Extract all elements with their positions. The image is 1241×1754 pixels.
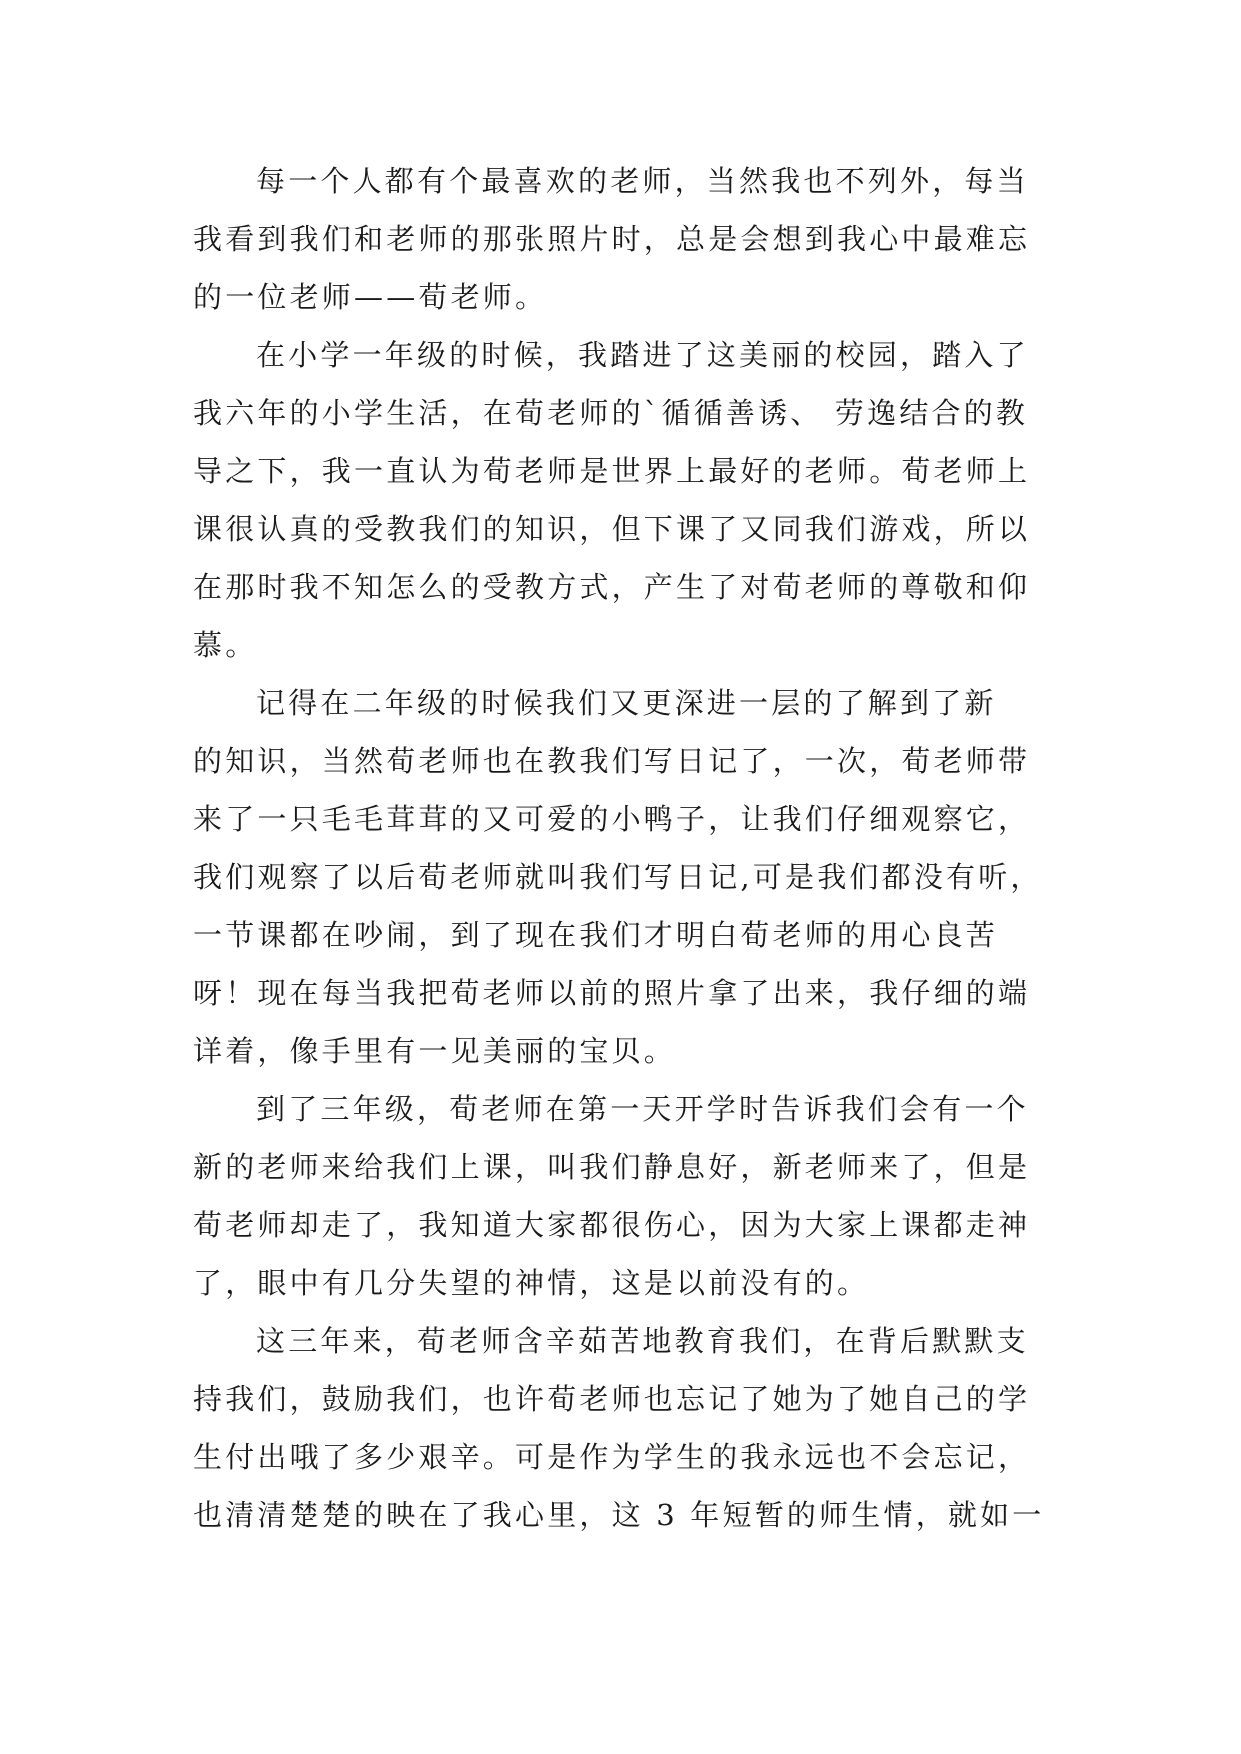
- text-line: 也清清楚楚的映在了我心里，这 3 年短暂的师生情，就如一: [193, 1498, 1045, 1532]
- paragraph-4: [193, 1080, 1053, 1312]
- text-line: 持我们，鼓励我们，也许荀老师也忘记了她为了她自己的学: [193, 1382, 1031, 1416]
- text-line: 的一位老师——荀老师。: [193, 280, 548, 314]
- text-line: 我看到我们和老师的那张照片时，总是会想到我心中最难忘: [193, 222, 1031, 256]
- text-line: 了，眼中有几分失望的神情，这是以前没有的。: [193, 1266, 870, 1300]
- text-line: 一节课都在吵闹，到了现在我们才明白荀老师的用心良苦: [193, 918, 999, 952]
- text-line: 荀老师却走了，我知道大家都很伤心，因为大家上课都走神: [193, 1208, 1031, 1242]
- paragraph-3: [193, 674, 1053, 1080]
- paragraph-5: [193, 1312, 1053, 1544]
- text-line: 我六年的小学生活，在荀老师的`循循善诱、 劳逸结合的教: [193, 396, 1029, 430]
- text-line: 慕。: [193, 628, 258, 662]
- paragraph-2: [193, 326, 1053, 674]
- text-line: 生付出哦了多少艰辛。可是作为学生的我永远也不会忘记，: [193, 1440, 1031, 1474]
- text-line: 记得在二年级的时候我们又更深进一层的了解到了新: [256, 686, 997, 720]
- text-line: 每一个人都有个最喜欢的老师，当然我也不列外，每当: [256, 164, 1029, 198]
- text-line: 在小学一年级的时候，我踏进了这美丽的校园，踏入了: [256, 338, 1029, 372]
- text-line: 导之下，我一直认为荀老师是世界上最好的老师。荀老师上: [193, 454, 1031, 488]
- text-line: 的知识，当然荀老师也在教我们写日记了，一次，荀老师带: [193, 744, 1031, 778]
- text-line: 这三年来，荀老师含辛茹苦地教育我们，在背后默默支: [256, 1324, 1029, 1358]
- text-line: 到了三年级，荀老师在第一天开学时告诉我们会有一个: [256, 1092, 1029, 1126]
- text-line: 来了一只毛毛茸茸的又可爱的小鸭子，让我们仔细观察它，: [193, 802, 1031, 836]
- text-line: 呀！现在每当我把荀老师以前的照片拿了出来，我仔细的端: [193, 976, 1031, 1010]
- paragraph-1: [193, 152, 1053, 326]
- text-line: 新的老师来给我们上课，叫我们静息好，新老师来了，但是: [193, 1150, 1031, 1184]
- text-line: 在那时我不知怎么的受教方式，产生了对荀老师的尊敬和仰: [193, 570, 1031, 604]
- document-body: [193, 152, 1053, 1544]
- text-line: 详着，像手里有一见美丽的宝贝。: [193, 1034, 677, 1068]
- text-line: 课很认真的受教我们的知识，但下课了又同我们游戏，所以: [193, 512, 1031, 546]
- text-line: 我们观察了以后荀老师就叫我们写日记,可是我们都没有听，: [193, 860, 1043, 894]
